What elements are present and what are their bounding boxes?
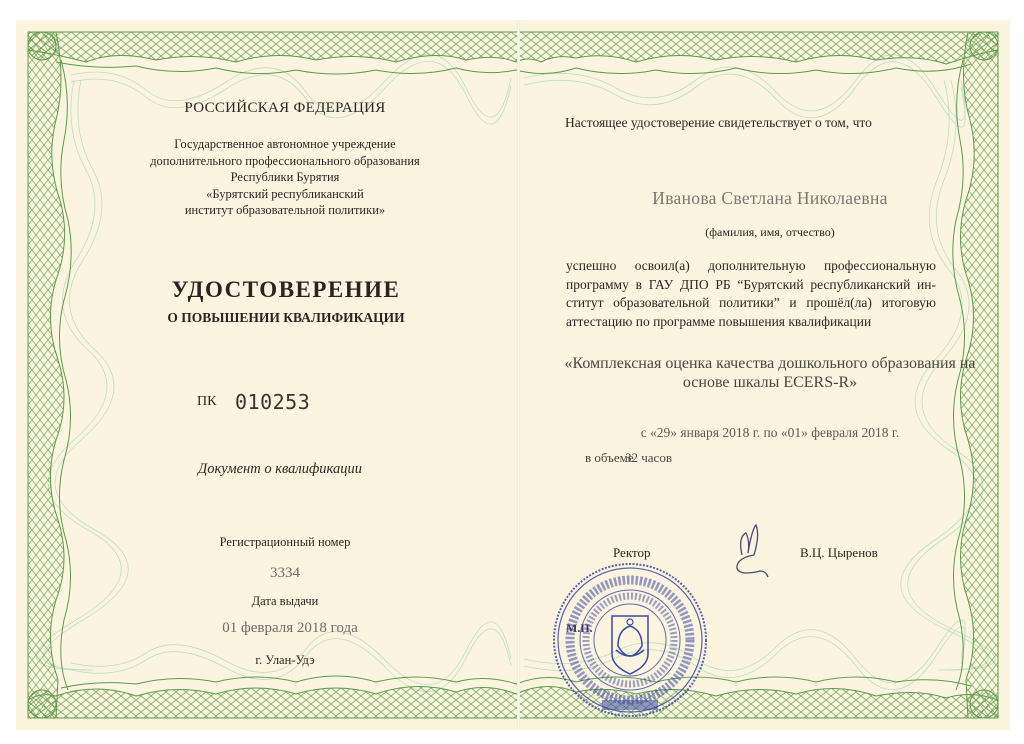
program-name: «Комплексная оценка качества дошкольного образования на основе шкалы ECERS-R» xyxy=(564,355,976,391)
holder-full-name: Иванова Светлана Николаевна xyxy=(652,188,888,208)
institution-line: «Бурятский республиканский xyxy=(206,186,364,201)
certificate-number: 010253 xyxy=(235,390,311,414)
institution-line: институт образовательной политики» xyxy=(184,203,386,217)
certificate-series: ПК xyxy=(197,394,217,409)
issue-date: 01 февраля 2018 года xyxy=(222,620,358,636)
registration-number: 3334 xyxy=(270,565,300,581)
volume-label: в объеме xyxy=(585,450,634,465)
issue-date-label: Дата выдачи xyxy=(251,594,319,608)
volume-hours: 32 часов xyxy=(625,450,672,465)
page-fold xyxy=(517,20,520,730)
official-stamp-icon xyxy=(542,560,717,720)
rector-name: В.Ц. Цыренов xyxy=(800,545,878,560)
institution-line: Государственное автономное учреждение xyxy=(174,137,396,151)
rector-label: Ректор xyxy=(613,545,651,560)
certifies-statement: Настоящее удостоверение свидетельствует о том, что xyxy=(565,115,872,130)
institution-line: Республики Бурятия xyxy=(230,170,340,184)
full-name-caption: (фамилия, имя, отчество) xyxy=(705,225,835,239)
document-title: УДОСТОВЕРЕНИЕ xyxy=(171,277,401,302)
registration-number-label: Регистрационный номер xyxy=(219,535,351,549)
issue-city: г. Улан-Удэ xyxy=(255,653,315,667)
institution-line: дополнительного профессионального образования xyxy=(150,153,420,168)
document-subtitle: О ПОВЫШЕНИИ КВАЛИФИКАЦИИ xyxy=(167,310,405,325)
stamp-place-mark: М.П. xyxy=(566,621,593,635)
document-kind: Документ о квалификации xyxy=(198,461,362,477)
training-dates: с «29» января 2018 г. по «01» февраля 2018 г. xyxy=(640,425,900,440)
institution-name xyxy=(126,136,444,219)
completion-statement: успешно освоил(а) дополнительную профессиональную программу в ГАУ ДПО РБ “Бурятский республиканский ин-ститут образовательной политики” и прошёл(ла) итоговую аттестацию по программе повышения квалификации xyxy=(566,258,936,329)
country-heading: РОССИЙСКАЯ ФЕДЕРАЦИЯ xyxy=(184,100,386,116)
signature-icon xyxy=(720,515,800,585)
